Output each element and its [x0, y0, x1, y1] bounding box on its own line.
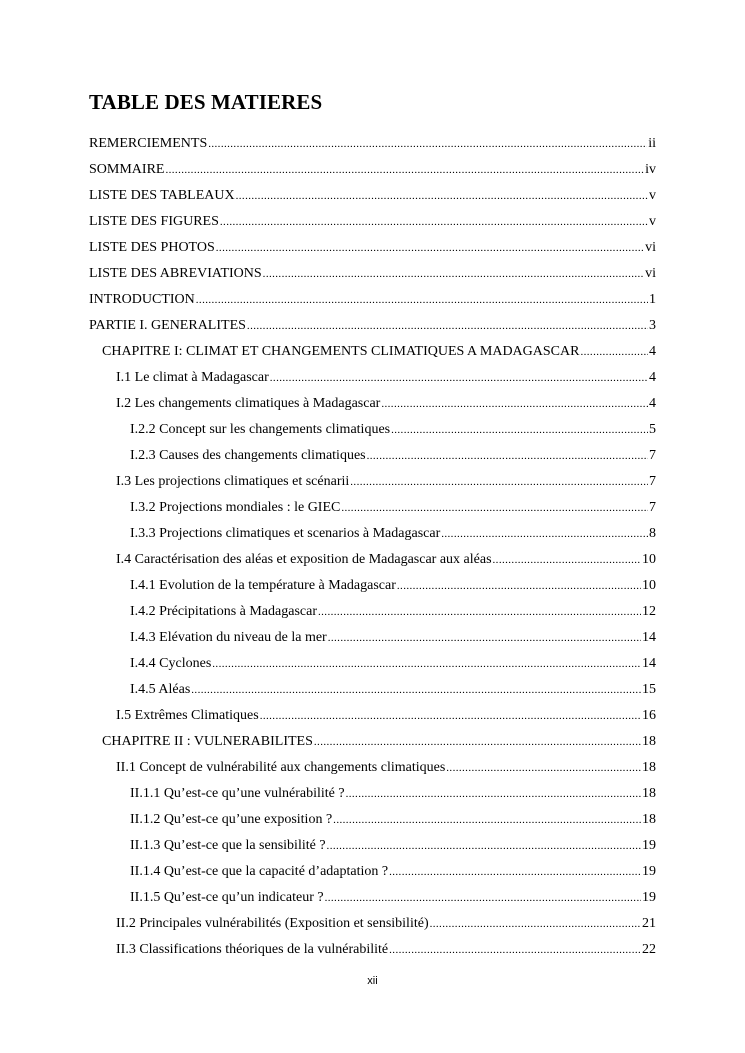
- toc-entry-page: 7: [649, 474, 656, 489]
- toc-entry[interactable]: [89, 235, 656, 261]
- toc-entry-page: 1: [649, 292, 656, 307]
- toc-entry-page: 4: [649, 344, 656, 359]
- toc-dot-leader: [441, 521, 648, 547]
- toc-entry[interactable]: [89, 573, 656, 599]
- toc-entry-title: I.2.2 Concept sur les changements climatiques: [130, 422, 391, 437]
- toc-entry-title: I.4.2 Précipitations à Madagascar: [130, 604, 317, 619]
- toc-entry-title: CHAPITRE II : VULNERABILITES: [102, 734, 313, 749]
- toc-entry-page: 16: [642, 708, 656, 723]
- toc-entry-title: I.3.3 Projections climatiques et scenarios à Madagascar: [130, 526, 441, 541]
- toc-entry-title: I.4.3 Elévation du niveau de la mer: [130, 630, 327, 645]
- toc-entry-page: 8: [649, 526, 656, 541]
- toc-entry-page: 18: [642, 786, 656, 801]
- toc-entry-page: 10: [642, 552, 656, 567]
- toc-entry-title: II.1.2 Qu’est-ce qu’une exposition ?: [130, 812, 333, 827]
- toc-entry[interactable]: [89, 911, 656, 937]
- toc-dot-leader: [247, 313, 648, 339]
- toc-entry-title: I.2.3 Causes des changements climatiques: [130, 448, 366, 463]
- toc-dot-leader: [346, 781, 641, 807]
- toc-dot-leader: [263, 261, 644, 287]
- toc-dot-leader: [325, 885, 641, 911]
- toc-dot-leader: [270, 365, 648, 391]
- toc-entry[interactable]: [89, 287, 656, 313]
- page-title: TABLE DES MATIERES: [89, 90, 323, 114]
- toc-entry[interactable]: [89, 495, 656, 521]
- toc-entry-title: SOMMAIRE: [89, 162, 165, 177]
- toc-dot-leader: [333, 807, 641, 833]
- toc-dot-leader: [191, 677, 641, 703]
- toc-dot-leader: [212, 651, 641, 677]
- toc-entry-title: I.4.5 Aléas: [130, 682, 191, 697]
- toc-dot-leader: [328, 625, 641, 651]
- toc-entry-title: LISTE DES PHOTOS: [89, 240, 215, 255]
- toc-dot-leader: [318, 599, 641, 625]
- toc-entry-title: II.1.3 Qu’est-ce que la sensibilité ?: [130, 838, 326, 853]
- toc-entry-title: REMERCIEMENTS: [89, 136, 208, 151]
- toc-entry[interactable]: [89, 183, 656, 209]
- toc-dot-leader: [493, 547, 641, 573]
- toc-entry[interactable]: [89, 469, 656, 495]
- toc-entry[interactable]: [89, 859, 656, 885]
- toc-entry-title: I.4.4 Cyclones: [130, 656, 212, 671]
- toc-entry-title: II.1 Concept de vulnérabilité aux changements climatiques: [116, 760, 446, 775]
- toc-entry-page: 15: [642, 682, 656, 697]
- toc-dot-leader: [260, 703, 641, 729]
- toc-entry-title: I.2 Les changements climatiques à Madagascar: [116, 396, 381, 411]
- toc-entry[interactable]: [89, 547, 656, 573]
- toc-dot-leader: [381, 391, 648, 417]
- toc-entry-page: 22: [642, 942, 656, 957]
- toc-dot-leader: [208, 131, 647, 157]
- toc-entry[interactable]: [89, 651, 656, 677]
- toc-entry-page: 18: [642, 812, 656, 827]
- toc-entry[interactable]: [89, 521, 656, 547]
- toc-entry-title: I.5 Extrêmes Climatiques: [116, 708, 259, 723]
- toc-entry-page: 18: [642, 760, 656, 775]
- toc-entry-title: LISTE DES TABLEAUX: [89, 188, 235, 203]
- page-number: xii: [367, 975, 378, 987]
- toc-entry-page: 7: [649, 448, 656, 463]
- toc-entry-title: II.1.5 Qu’est-ce qu’un indicateur ?: [130, 890, 324, 905]
- toc-dot-leader: [236, 183, 648, 209]
- toc-entry[interactable]: [89, 599, 656, 625]
- toc-entry-title: INTRODUCTION: [89, 292, 195, 307]
- toc-dot-leader: [446, 755, 641, 781]
- toc-entry[interactable]: [89, 261, 656, 287]
- toc-entry-page: vi: [645, 240, 656, 255]
- toc-entry[interactable]: [89, 209, 656, 235]
- toc-entry-page: 4: [649, 396, 656, 411]
- toc-dot-leader: [314, 729, 641, 755]
- toc-entry[interactable]: [89, 131, 656, 157]
- toc-dot-leader: [165, 157, 644, 183]
- toc-entry[interactable]: [89, 703, 656, 729]
- toc-entry[interactable]: [89, 729, 656, 755]
- toc-entry[interactable]: [89, 677, 656, 703]
- toc-entry-title: II.1.1 Qu’est-ce qu’une vulnérabilité ?: [130, 786, 345, 801]
- toc-entry-title: I.3 Les projections climatiques et scénarii: [116, 474, 350, 489]
- toc-entry[interactable]: [89, 885, 656, 911]
- toc-entry-title: II.2 Principales vulnérabilités (Exposition et sensibilité): [116, 916, 429, 931]
- toc-entry[interactable]: [89, 365, 656, 391]
- toc-dot-leader: [327, 833, 641, 859]
- toc-entry-title: LISTE DES ABREVIATIONS: [89, 266, 262, 281]
- toc-dot-leader: [389, 859, 641, 885]
- toc-entry[interactable]: [89, 391, 656, 417]
- toc-dot-leader: [391, 417, 648, 443]
- toc-entry[interactable]: [89, 755, 656, 781]
- toc-entry[interactable]: [89, 625, 656, 651]
- toc-entry-page: 5: [649, 422, 656, 437]
- toc-dot-leader: [367, 443, 648, 469]
- toc-entry[interactable]: [89, 781, 656, 807]
- toc-entry-page: 4: [649, 370, 656, 385]
- toc-dot-leader: [430, 911, 641, 937]
- toc-entry-title: I.1 Le climat à Madagascar: [116, 370, 269, 385]
- toc-entry-page: 14: [642, 630, 656, 645]
- toc-entry[interactable]: [89, 417, 656, 443]
- table-of-contents: [89, 131, 656, 963]
- toc-dot-leader: [389, 937, 641, 963]
- toc-entry-title: I.4 Caractérisation des aléas et exposition de Madagascar aux aléas: [116, 552, 492, 567]
- toc-entry-title: LISTE DES FIGURES: [89, 214, 219, 229]
- toc-entry-page: 19: [642, 890, 656, 905]
- toc-entry-title: CHAPITRE I: CLIMAT ET CHANGEMENTS CLIMATIQUES A MADAGASCAR: [102, 344, 580, 359]
- toc-entry-page: 12: [642, 604, 656, 619]
- toc-entry-page: 14: [642, 656, 656, 671]
- toc-entry[interactable]: [89, 937, 656, 963]
- toc-dot-leader: [350, 469, 648, 495]
- toc-entry-page: 7: [649, 500, 656, 515]
- toc-entry-page: 18: [642, 734, 656, 749]
- toc-entry[interactable]: [89, 313, 656, 339]
- toc-dot-leader: [341, 495, 648, 521]
- toc-dot-leader: [216, 235, 644, 261]
- toc-entry-page: v: [649, 214, 656, 229]
- toc-entry-page: 3: [649, 318, 656, 333]
- toc-dot-leader: [580, 339, 648, 365]
- toc-entry[interactable]: [89, 443, 656, 469]
- toc-entry-page: ii: [648, 136, 656, 151]
- toc-entry-page: 19: [642, 864, 656, 879]
- toc-dot-leader: [196, 287, 648, 313]
- toc-entry-page: 19: [642, 838, 656, 853]
- toc-entry-page: 21: [642, 916, 656, 931]
- toc-entry[interactable]: [89, 339, 656, 365]
- toc-entry-page: iv: [645, 162, 656, 177]
- toc-entry-title: II.1.4 Qu’est-ce que la capacité d’adaptation ?: [130, 864, 389, 879]
- toc-entry-title: II.3 Classifications théoriques de la vulnérabilité: [116, 942, 389, 957]
- toc-entry[interactable]: [89, 833, 656, 859]
- toc-entry-title: PARTIE I. GENERALITES: [89, 318, 246, 333]
- toc-entry-title: I.3.2 Projections mondiales : le GIEC: [130, 500, 341, 515]
- toc-entry[interactable]: [89, 807, 656, 833]
- toc-dot-leader: [220, 209, 648, 235]
- toc-entry-page: 10: [642, 578, 656, 593]
- toc-entry-page: v: [649, 188, 656, 203]
- toc-entry-page: vi: [645, 266, 656, 281]
- toc-entry-title: I.4.1 Evolution de la température à Madagascar: [130, 578, 396, 593]
- toc-dot-leader: [397, 573, 641, 599]
- toc-entry[interactable]: [89, 157, 656, 183]
